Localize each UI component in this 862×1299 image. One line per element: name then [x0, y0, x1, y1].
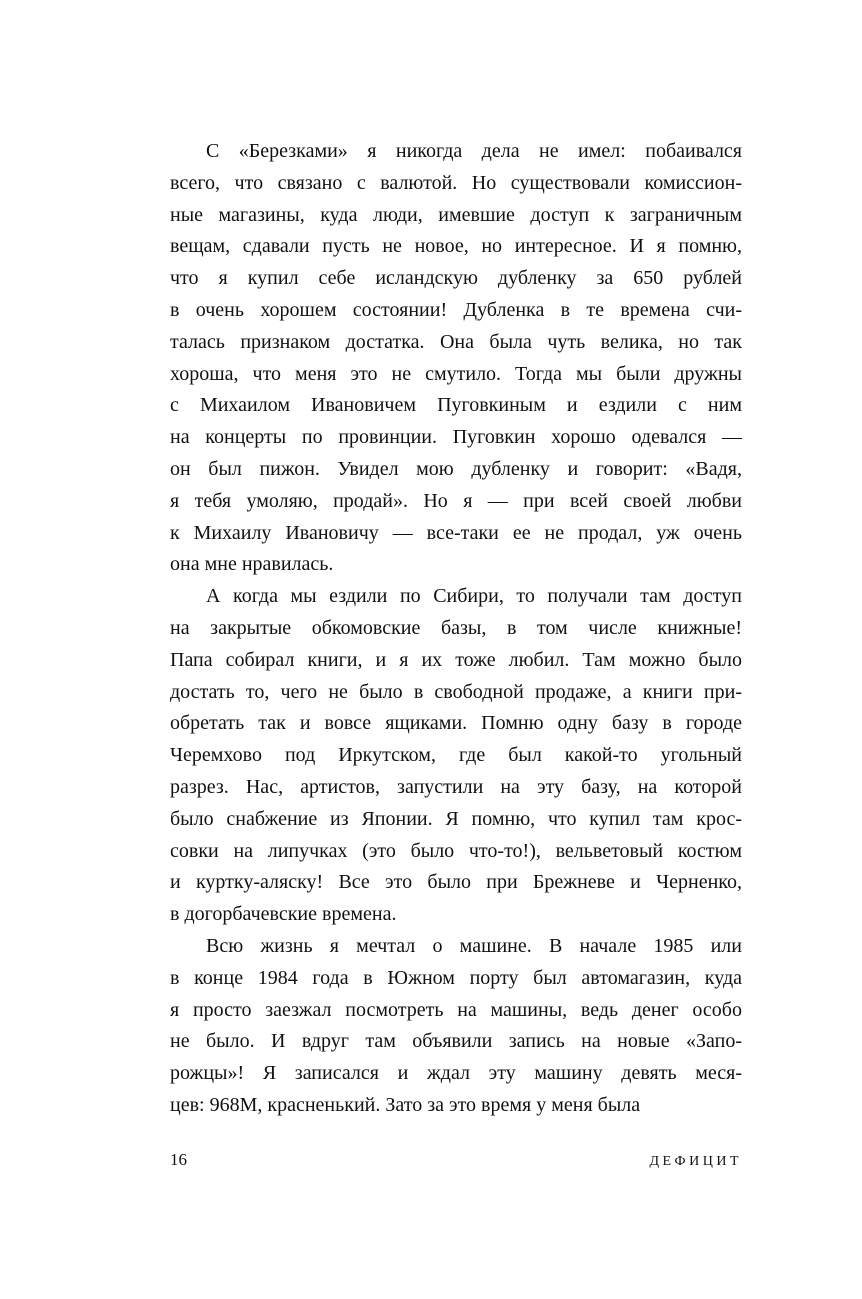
text-line: не было. И вдруг там объявили запись на новые «Запо-: [170, 1030, 742, 1053]
text-line: Всю жизнь я мечтал о машине. В начале 1985 или: [206, 934, 742, 957]
text-line: я просто заезжал посмотреть на машины, ведь денег особо: [170, 998, 742, 1021]
text-line: вещам, сдавали пусть не новое, но интересное. И я помню,: [170, 235, 742, 258]
text-line: на концерты по провинции. Пуговкин хорошо одевался —: [170, 426, 742, 449]
text-line: рожцы»! Я записался и ждал эту машину девять меся-: [170, 1062, 742, 1085]
text-line: в конце 1984 года в Южном порту был автомагазин, куда: [170, 966, 742, 989]
text-line: она мне нравилась.: [170, 553, 334, 576]
text-line: что я купил себе исландскую дубленку за 650 рублей: [170, 267, 742, 290]
text-line: в догорбачевские времена.: [170, 903, 397, 926]
text-line: А когда мы ездили по Сибири, то получали там доступ: [206, 585, 742, 608]
text-line: ные магазины, куда люди, имевшие доступ к заграничным: [170, 203, 742, 226]
text-line: было снабжение из Японии. Я помню, что купил там крос-: [170, 807, 742, 830]
text-line: Папа собирал книги, и я их тоже любил. Там можно было: [170, 648, 742, 671]
paragraph: [170, 581, 742, 931]
text-line: разрез. Нас, артистов, запустили на эту базу, на которой: [170, 775, 742, 798]
page-footer: [170, 1150, 742, 1170]
paragraph: [170, 136, 742, 581]
text-line: и куртку-аляску! Все это было при Брежневе и Черненко,: [170, 871, 742, 894]
text-line: С «Березками» я никогда дела не имел: побаивался: [206, 140, 742, 162]
text-line: обретать так и вовсе ящиками. Помню одну базу в городе: [170, 712, 742, 735]
page-number: 16: [170, 1150, 187, 1169]
text-line: он был пижон. Увидел мою дубленку и говорит: «Вадя,: [170, 457, 742, 480]
running-title: ДЕФИЦИТ: [649, 1154, 742, 1169]
text-line: хороша, что меня это не смутило. Тогда мы были дружны: [170, 362, 742, 385]
paragraph: [170, 931, 742, 1122]
text-line: достать то, чего не было в свободной продаже, а книги при-: [170, 680, 742, 703]
text-line: цев: 968М, красненький. Зато за это время у меня была: [170, 1093, 641, 1116]
text-line: талась признаком достатка. Она была чуть велика, но так: [170, 330, 742, 353]
text-line: Черемхово под Иркутском, где был какой-то угольный: [170, 744, 742, 767]
body-text: [170, 136, 742, 1122]
text-line: на закрытые обкомовские базы, в том числе книжные!: [170, 616, 742, 639]
text-line: я тебя умоляю, продай». Но я — при всей своей любви: [170, 489, 742, 512]
text-line: к Михаилу Ивановичу — все-таки ее не продал, уж очень: [170, 521, 742, 544]
text-line: совки на липучках (это было что-то!), вельветовый костюм: [170, 839, 742, 862]
text-line: всего, что связано с валютой. Но существовали комиссион-: [170, 171, 742, 194]
text-line: в очень хорошем состоянии! Дубленка в те времена счи-: [170, 298, 742, 321]
text-line: с Михаилом Ивановичем Пуговкиным и ездили с ним: [170, 394, 742, 417]
